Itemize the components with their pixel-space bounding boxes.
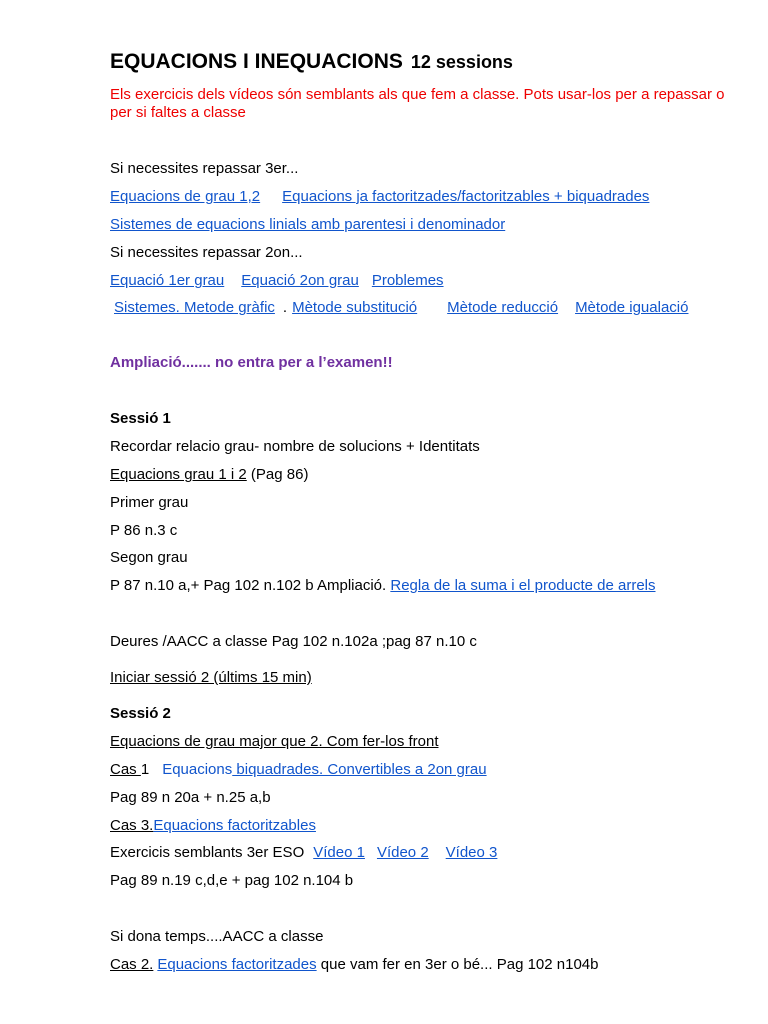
session1-line2 <box>110 466 308 484</box>
link-video-3[interactable]: Vídeo 3 <box>445 844 498 861</box>
link-video-1[interactable]: Vídeo 1 <box>313 844 365 861</box>
document-title <box>110 49 513 75</box>
link-metode-substitucio[interactable]: Mètode substitució <box>292 299 418 316</box>
link-metode-igualacio[interactable]: Mètode igualació <box>575 299 689 316</box>
session1-homework: Deures /AACC a classe Pag 102 n.102a ;pag 87 n.10 c <box>110 633 477 650</box>
link-equacions-factoritzables[interactable]: Equacions factoritzables <box>153 817 316 834</box>
review3-links-row1 <box>110 188 649 206</box>
session1-next: Iniciar sessió 2 (últims 15 min) <box>110 669 312 686</box>
session2-cas2 <box>110 956 599 974</box>
session2-cas1-number: 1 <box>140 761 150 778</box>
link-regla-suma-producte[interactable]: Regla de la suma i el producte de arrels <box>390 577 656 594</box>
link-equacions-word[interactable]: Equacions <box>162 761 233 778</box>
session1-line2-rest: (Pag 86) <box>246 466 309 483</box>
session1-line1: Recordar relacio grau- nombre de solucions + Identitats <box>110 438 480 455</box>
link-equacions-factoritzades-3er[interactable]: Equacions factoritzades <box>157 956 317 973</box>
session1-line6-text: P 87 n.10 a,+ Pag 102 n.102 b Ampliació. <box>110 577 391 594</box>
link-equacions-grau-1-2[interactable]: Equacions de grau 1,2 <box>110 188 261 205</box>
session2-cas2-label: Cas 2. <box>110 956 154 973</box>
session2-line1: Equacions de grau major que 2. Com fer-los front <box>110 733 439 750</box>
session2-line3: Pag 89 n 20a + n.25 a,b <box>110 789 271 806</box>
session1-line4: P 86 n.3 c <box>110 522 178 539</box>
link-video-2[interactable]: Vídeo 2 <box>376 844 429 861</box>
session2-cas1-label: Cas <box>110 761 141 778</box>
ampliacio-note: Ampliació....... no entra per a l’examen!! <box>110 354 393 371</box>
link-problemes[interactable]: Problemes <box>371 272 444 289</box>
review3-heading: Si necessites repassar 3er... <box>110 160 299 177</box>
link-sistemes-equacions[interactable]: Sistemes de equacions linials amb parentesi i denominador <box>110 216 506 233</box>
session2-cas3-label: Cas 3. <box>110 817 154 834</box>
session2-extra: Si dona temps....AACC a classe <box>110 928 324 945</box>
review2-links-row2 <box>114 299 688 317</box>
session1-line6 <box>110 577 656 595</box>
session1-line5: Segon grau <box>110 549 188 566</box>
link-equacio-2on-grau[interactable]: Equació 2on grau <box>241 272 359 289</box>
review2-heading: Si necessites repassar 2on... <box>110 244 303 261</box>
session2-cas2-rest: que vam fer en 3er o bé... Pag 102 n104b <box>316 956 599 973</box>
link-equacio-1er-grau[interactable]: Equació 1er grau <box>110 272 225 289</box>
link-metode-reduccio[interactable]: Mètode reducció <box>447 299 559 316</box>
link-equacions-factoritzades[interactable]: Equacions ja factoritzades/factoritzables + biquadrades <box>282 188 650 205</box>
title-sessions: 12 sessions <box>410 52 513 72</box>
session1-line2-underlined: Equacions grau 1 i 2 <box>110 466 247 483</box>
session2-cas1 <box>110 761 487 779</box>
review3-links-row2 <box>110 216 505 234</box>
title-main: EQUACIONS I INEQUACIONS <box>110 50 403 73</box>
intro-text: Els exercicis dels vídeos són semblants als que fem a classe. Pots usar-los per a repassar o per si faltes a classe <box>110 86 725 121</box>
session1-line3: Primer grau <box>110 494 189 511</box>
session2-cas3 <box>110 817 316 835</box>
review2-links-row1 <box>110 272 444 290</box>
session2-line6: Pag 89 n.19 c,d,e + pag 102 n.104 b <box>110 872 354 889</box>
session2-heading: Sessió 2 <box>110 705 171 722</box>
session1-heading: Sessió 1 <box>110 410 171 427</box>
session2-exercicis <box>110 844 497 862</box>
link-biquadrades[interactable]: biquadrades. Convertibles a 2on grau <box>232 761 487 778</box>
link-separator: . <box>282 299 288 316</box>
link-sistemes-metode-grafic[interactable]: Sistemes. Metode gràfic <box>114 299 275 316</box>
session2-exercicis-text: Exercicis semblants 3er ESO <box>110 844 305 861</box>
